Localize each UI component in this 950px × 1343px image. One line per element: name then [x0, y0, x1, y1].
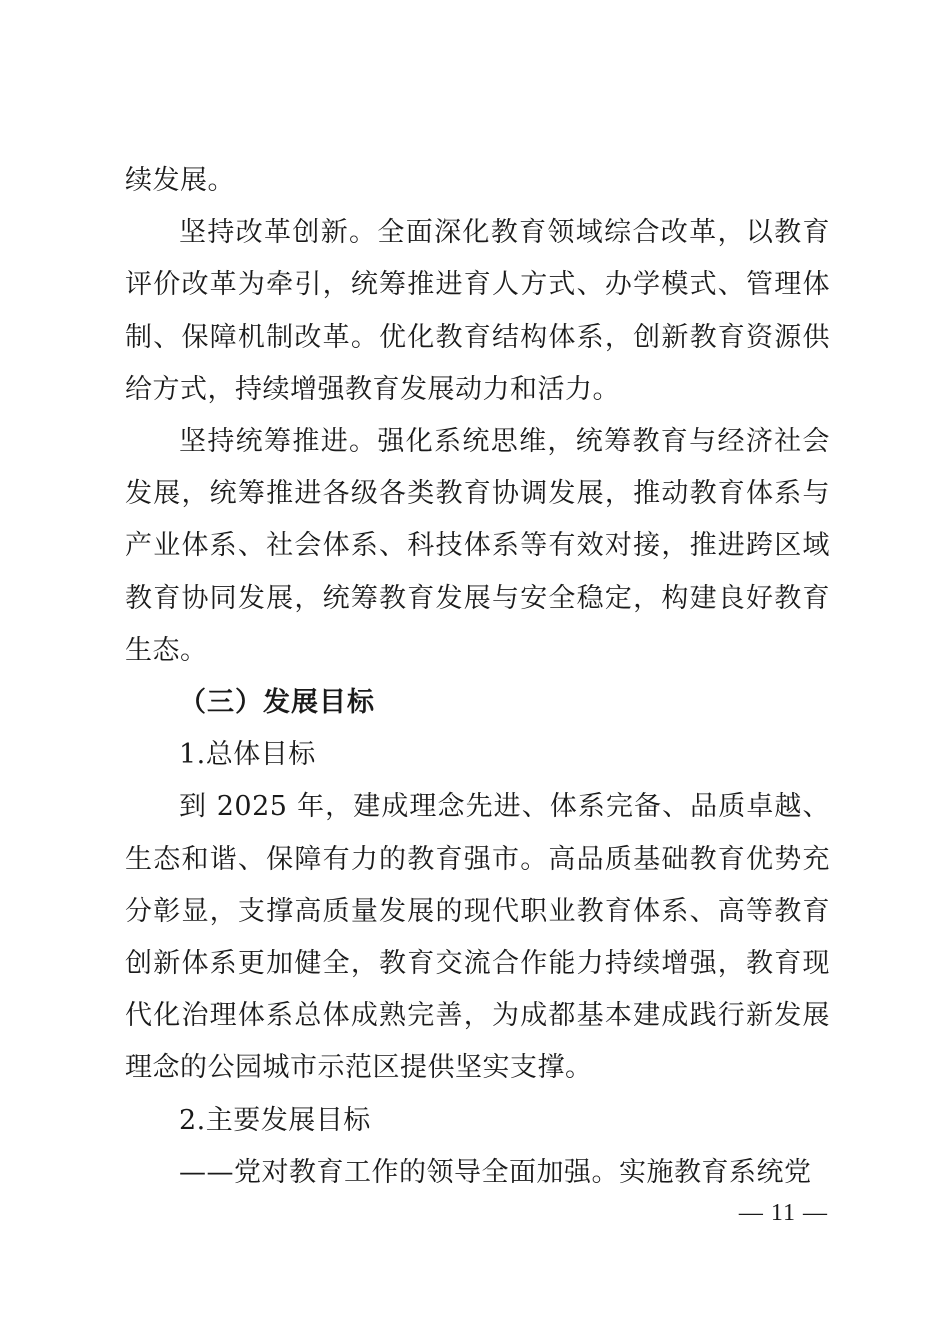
paragraph-coordinated-advance: 坚持统筹推进。强化系统思维，统筹教育与经济社会发展，统筹推进各级各类教育协调发展，推动教育体系与产业体系、社会体系、科技体系等有效对接，推进跨区域教育协同发展，统筹教育发展与安全稳定，构建良好教育生态。 [125, 426, 830, 666]
paragraph-party-leadership: ——党对教育工作的领导全面加强。实施教育系统党 [179, 1156, 812, 1188]
paragraph-overall-goal: 到 2025 年，建成理念先进、体系完备、品质卓越、生态和谐、保障有力的教育强市。高品质基础教育优势充分彰显，支撑高质量发展的现代职业教育体系、高等教育创新体系更加健全，教育交流合作能力持续增强，教育现代化治理体系总体成熟完善，为成都基本建成践行新发展理念的公园城市示范区提供坚实支撑。 [125, 791, 830, 1084]
subheading-overall-goal: 1.总体目标 [179, 739, 316, 771]
section-heading-development-goals: （三）发展目标 [179, 687, 375, 719]
subheading-main-goals: 2.主要发展目标 [179, 1104, 371, 1136]
page-number: — 11 — [738, 1200, 828, 1226]
document-body [125, 155, 830, 1199]
paragraph-continuation: 续发展。 [125, 165, 235, 196]
paragraph-reform-innovation: 坚持改革创新。全面深化教育领域综合改革，以教育评价改革为牵引，统筹推进育人方式、办学模式、管理体制、保障机制改革。优化教育结构体系，创新教育资源供给方式，持续增强教育发展动力和活力。 [125, 217, 830, 405]
